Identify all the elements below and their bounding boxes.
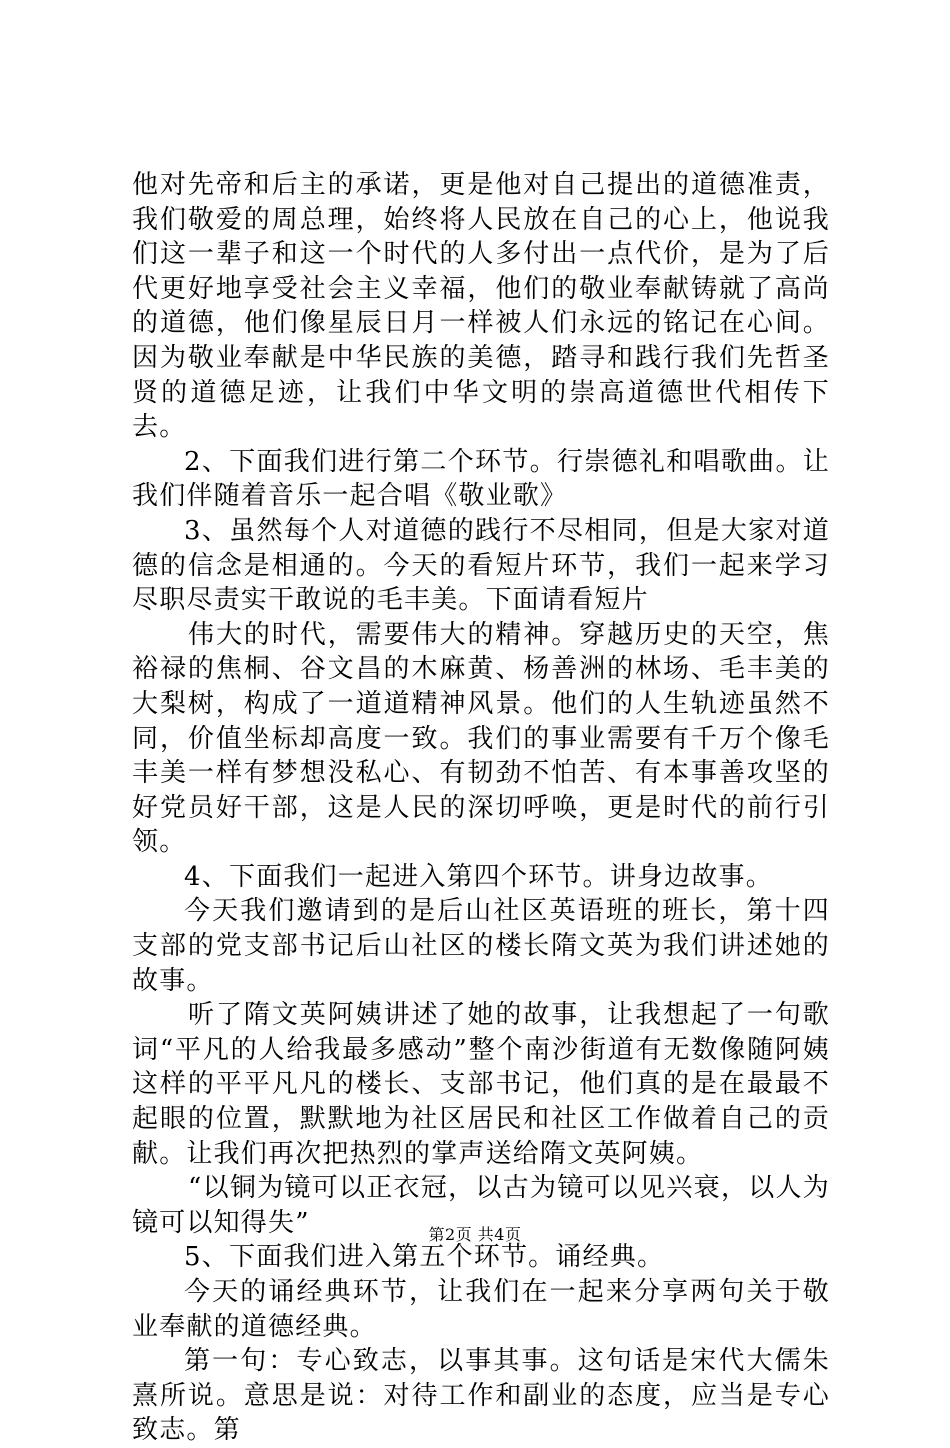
paragraph-item-5: 5、下面我们进入第五个环节。诵经典。 [184,1242,665,1273]
paragraph-continuation: 他对先帝和后主的承诺，更是他对自己提出的道德准责，我们敬爱的周总理，始终将人民放在自己的心上，他说我们这一辈子和这一个时代的人多付出一点代价，是为了后代更好地享受社会主义幸福，他们的敬业奉献铸就了高尚的道德，他们像星辰日月一样被人们永远的铭记在心间。因为敬业奉献是中华民族的美德，踏寻和践行我们先哲圣贤的道德足迹，让我们中华文明的崇高道德世代相传下去。 [132,170,830,443]
paragraph-short-film: 伟大的时代，需要伟大的精神。穿越历史的天空，焦裕禄的焦桐、谷文昌的木麻黄、杨善洲的林场、毛丰美的大梨树，构成了一道道精神风景。他们的人生轨迹虽然不同，价值坐标却高度一致。我们的事业需要有千万个像毛丰美一样有梦想没私心、有韧劲不怕苦、有本事善攻坚的好党员好干部，这是人民的深切呼唤，更是时代的前行引领。 [132,619,830,858]
paragraph-item-2: 2、下面我们进行第二个环节。行崇德礼和唱歌曲。让我们伴随着音乐一起合唱《敬业歌》 [132,446,830,512]
page-footer: 第2页 共4页 [428,1225,522,1244]
paragraph-invitation: 今天我们邀请到的是后山社区英语班的班长，第十四支部的党支部书记后山社区的楼长隋文英为我们讲述她的故事。 [132,896,830,996]
paragraph-quote: “以铜为镜可以正衣冠，以古为镜可以见兴衰，以人为镜可以知得失” [132,1173,830,1238]
paragraph-item-3: 3、虽然每个人对道德的践行不尽相同，但是大家对道德的信念是相通的。今天的看短片环节，我们一起来学习尽职尽责实干敢说的毛丰美。下面请看短片 [132,515,830,616]
document-body [132,168,830,1448]
paragraph-first-sentence: 第一句：专心致志，以事其事。这句话是宋代大儒朱熹所说。意思是说：对待工作和副业的态度，应当是专心致志。第 [132,1346,830,1446]
paragraph-classics-intro: 今天的诵经典环节，让我们在一起来分享两句关于敬业奉献的道德经典。 [132,1277,830,1342]
paragraph-item-4: 4、下面我们一起进入第四个环节。讲身边故事。 [184,861,773,892]
paragraph-story-reflection: 听了隋文英阿姨讲述了她的故事，让我想起了一句歌词“平凡的人给我最多感动”整个南沙街道有无数像随阿姨这样的平平凡凡的楼长、支部书记，他们真的是在最最不起眼的位置，默默地为社区居民和社区工作做着自己的贡献。让我们再次把热烈的掌声送给隋文英阿姨。 [132,1000,830,1169]
